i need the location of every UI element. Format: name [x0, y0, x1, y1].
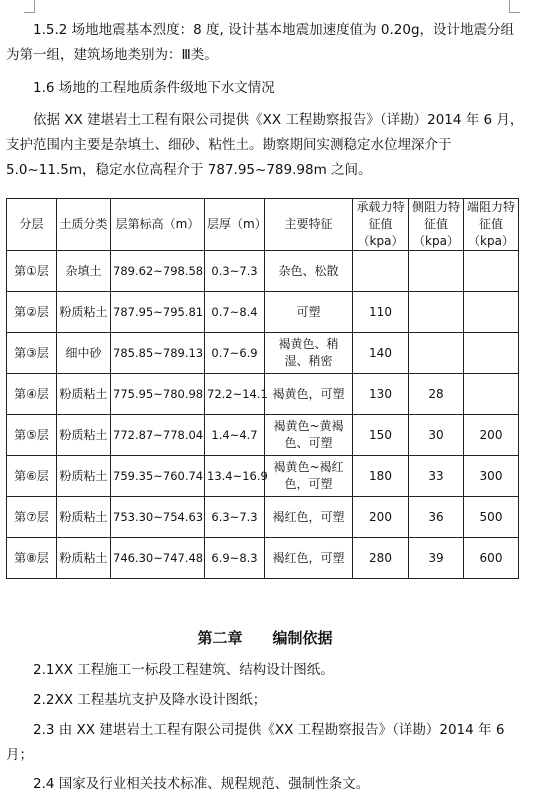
cell-elevation: 759.35~760.74 [111, 456, 205, 497]
cell-layer: 第⑤层 [7, 415, 57, 456]
basis-item-4: 2.4 国家及行业相关技术标准、规程规范、强制性条文。 [33, 776, 370, 792]
header-end-resistance: 端阻力特征值（kpa） [464, 199, 519, 251]
cell-bearing: 280 [353, 538, 409, 579]
table-row [7, 415, 519, 456]
table-row [7, 374, 519, 415]
cell-features: 褐红色，可塑 [265, 497, 353, 538]
table-row [7, 333, 519, 374]
cell-bearing: 110 [353, 292, 409, 333]
cell-side-resistance: 33 [409, 456, 464, 497]
cell-bearing [353, 251, 409, 292]
cell-layer: 第⑦层 [7, 497, 57, 538]
cell-features: 褐黄色，可塑 [265, 374, 353, 415]
cell-soil-type: 粉质粘土 [57, 292, 111, 333]
cell-elevation: 775.95~780.98 [111, 374, 205, 415]
cell-elevation: 772.87~778.04 [111, 415, 205, 456]
cell-thickness: 72.2~14.1 [205, 374, 265, 415]
cell-end-resistance: 500 [464, 497, 519, 538]
cell-elevation: 789.62~798.58 [111, 251, 205, 292]
cell-features: 可塑 [265, 292, 353, 333]
cell-end-resistance [464, 251, 519, 292]
cell-end-resistance [464, 374, 519, 415]
cell-side-resistance [409, 333, 464, 374]
cell-elevation: 753.30~754.63 [111, 497, 205, 538]
cell-features: 褐黄色~褐红色，可塑 [265, 456, 353, 497]
cell-elevation: 785.85~789.13 [111, 333, 205, 374]
cell-features: 杂色、松散 [265, 251, 353, 292]
cell-layer: 第④层 [7, 374, 57, 415]
chapter-number: 第二章 [197, 629, 243, 647]
cell-bearing: 130 [353, 374, 409, 415]
cell-soil-type: 杂填土 [57, 251, 111, 292]
cell-end-resistance: 200 [464, 415, 519, 456]
header-features: 主要特征 [265, 199, 353, 251]
cell-elevation: 787.95~795.81 [111, 292, 205, 333]
cell-end-resistance: 600 [464, 538, 519, 579]
cell-side-resistance: 39 [409, 538, 464, 579]
cell-bearing: 140 [353, 333, 409, 374]
cell-side-resistance [409, 251, 464, 292]
header-soil-type: 土质分类 [57, 199, 111, 251]
cell-thickness: 0.3~7.3 [205, 251, 265, 292]
cell-layer: 第①层 [7, 251, 57, 292]
cell-soil-type: 细中砂 [57, 333, 111, 374]
cell-side-resistance: 36 [409, 497, 464, 538]
cell-layer: 第⑧层 [7, 538, 57, 579]
cell-thickness: 6.9~8.3 [205, 538, 265, 579]
header-bearing: 承载力特征值（kpa） [353, 199, 409, 251]
cell-soil-type: 粉质粘土 [57, 374, 111, 415]
cell-thickness: 6.3~7.3 [205, 497, 265, 538]
table-header-row [7, 199, 519, 251]
cell-thickness: 13.4~16.9 [205, 456, 265, 497]
basis-item-3: 2.3 由 XX 建堪岩土工程有限公司提供《XX 工程勘察报告》（详勘）2014 年 6 月； [6, 722, 505, 763]
header-thickness: 层厚（m） [205, 199, 265, 251]
cell-layer: 第②层 [7, 292, 57, 333]
header-layer: 分层 [7, 199, 57, 251]
header-elevation: 层第标高（m） [111, 199, 205, 251]
basis-item-1: 2.1XX 工程施工一标段工程建筑、结构设计图纸。 [33, 662, 334, 678]
header-side-resistance: 侧阻力特征值（kpa） [409, 199, 464, 251]
table-row [7, 292, 519, 333]
cell-layer: 第③层 [7, 333, 57, 374]
chapter-heading [0, 627, 530, 648]
survey-paragraph: 依据 XX 建堪岩土工程有限公司提供《XX 工程勘察报告》（详勘）2014 年 6 月，支护范围内主要是杂填土、细砂、粘性土。勘察期间实测稳定水位埋深介于 5.0~11.5m，稳定水位高程介于 787.95~789.98m 之间。 [6, 112, 524, 178]
page-corner-mark-left [24, 0, 35, 13]
cell-end-resistance: 300 [464, 456, 519, 497]
cell-side-resistance: 30 [409, 415, 464, 456]
geology-heading: 1.6 场地的工程地质条件级地下水文情况 [33, 80, 275, 96]
cell-side-resistance: 28 [409, 374, 464, 415]
cell-thickness: 0.7~6.9 [205, 333, 265, 374]
cell-side-resistance [409, 292, 464, 333]
cell-bearing: 150 [353, 415, 409, 456]
table-row [7, 456, 519, 497]
chapter-title: 编制依据 [272, 629, 333, 647]
table-row [7, 538, 519, 579]
cell-features: 褐黄色~黄褐色、可塑 [265, 415, 353, 456]
cell-soil-type: 粉质粘土 [57, 538, 111, 579]
cell-elevation: 746.30~747.48 [111, 538, 205, 579]
cell-features: 褐黄色、稍湿、稍密 [265, 333, 353, 374]
cell-soil-type: 粉质粘土 [57, 456, 111, 497]
cell-end-resistance [464, 292, 519, 333]
cell-thickness: 1.4~4.7 [205, 415, 265, 456]
cell-features: 褐红色，可塑 [265, 538, 353, 579]
cell-bearing: 180 [353, 456, 409, 497]
cell-bearing: 200 [353, 497, 409, 538]
table-row [7, 497, 519, 538]
basis-item-2: 2.2XX 工程基坑支护及降水设计图纸； [33, 692, 267, 708]
table-row [7, 251, 519, 292]
cell-thickness: 0.7~8.4 [205, 292, 265, 333]
seismic-paragraph: 1.5.2 场地地震基本烈度：8 度, 设计基本地震加速度值为 0.20g，设计地震分组为第一组，建筑场地类别为：Ⅲ类。 [6, 22, 515, 63]
cell-end-resistance [464, 333, 519, 374]
cell-layer: 第⑥层 [7, 456, 57, 497]
page-corner-mark-right [509, 0, 520, 13]
soil-layer-table [6, 198, 519, 579]
cell-soil-type: 粉质粘土 [57, 415, 111, 456]
cell-soil-type: 粉质粘土 [57, 497, 111, 538]
